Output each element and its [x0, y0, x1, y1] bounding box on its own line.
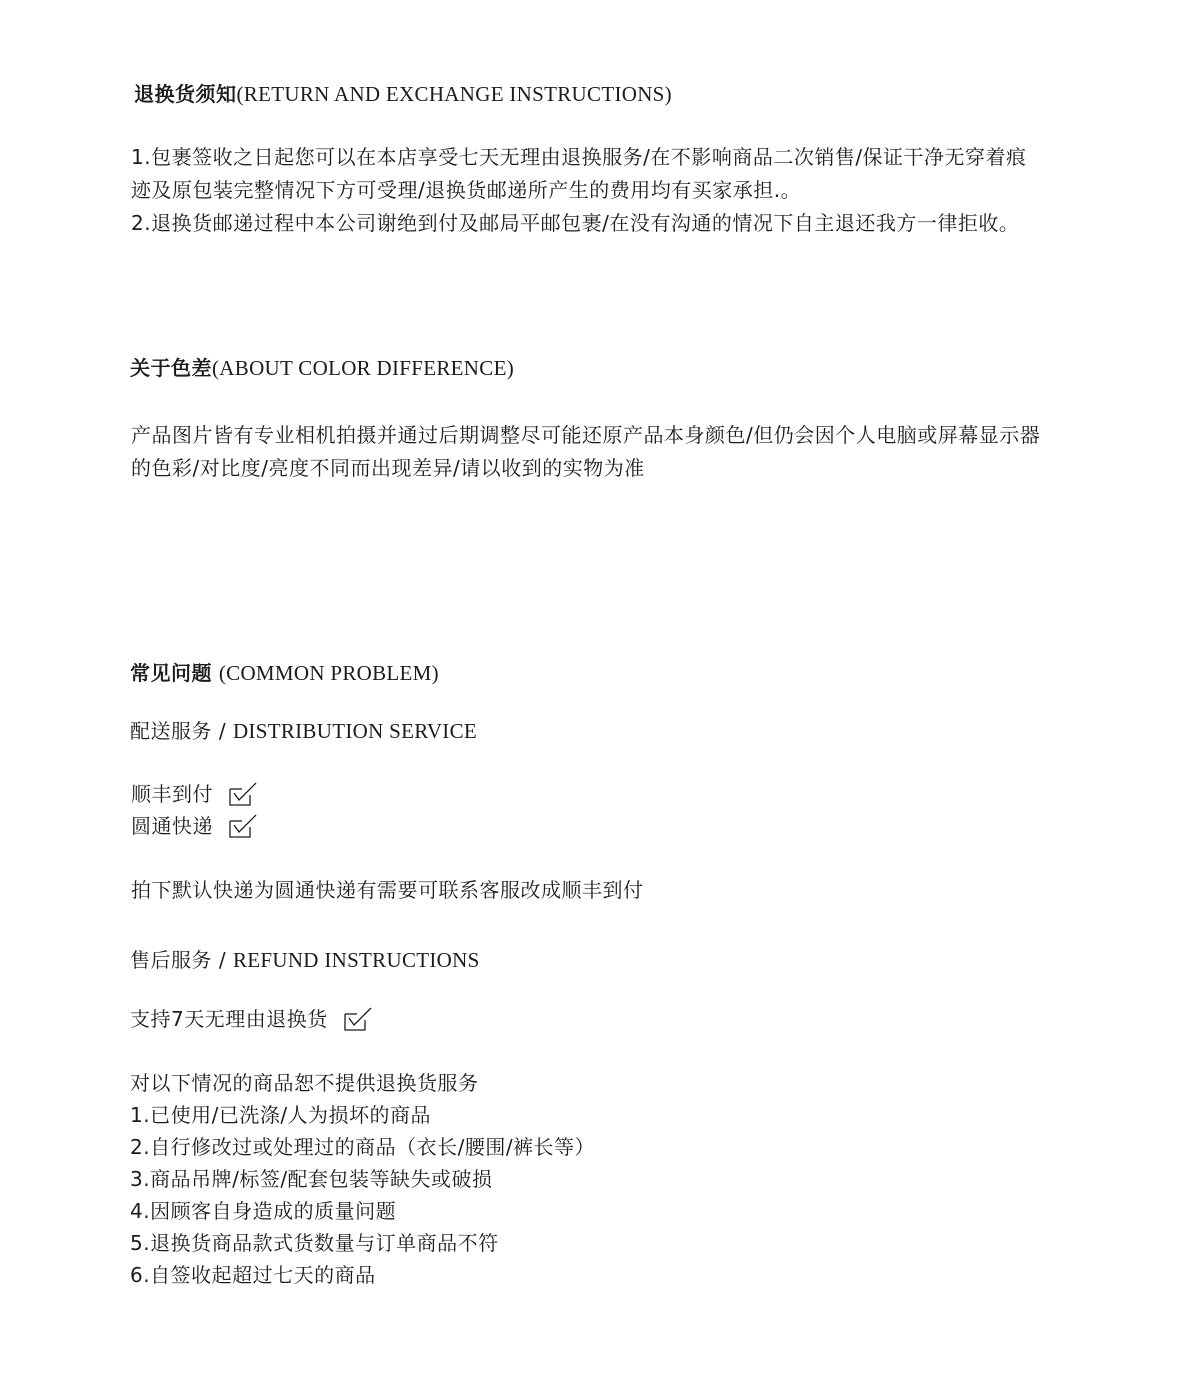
refund-item: 6.自签收起超过七天的商品	[130, 1263, 376, 1287]
problem-title-en: (COMMON PROBLEM)	[218, 661, 439, 685]
distribution-option-label: 圆通快递	[131, 814, 213, 838]
refund-item: 5.退换货商品款式货数量与订单商品不符	[130, 1231, 499, 1255]
return-title-cn: 退换货须知	[134, 82, 237, 106]
color-line-1: 产品图片皆有专业相机拍摄并通过后期调整尽可能还原产品本身颜色/但仍会因个人电脑或屏幕显示器	[131, 423, 1041, 447]
return-title-en: (RETURN AND EXCHANGE INSTRUCTIONS)	[236, 82, 672, 106]
distribution-option	[131, 810, 260, 842]
distribution-heading-en: DISTRIBUTION SERVICE	[232, 719, 478, 743]
distribution-option-label: 顺丰到付	[131, 782, 213, 806]
return-title	[134, 78, 672, 110]
color-title-en: (ABOUT COLOR DIFFERENCE)	[212, 356, 514, 380]
distribution-heading-cn: 配送服务 /	[130, 719, 233, 743]
return-paragraph-1-line-1: 1.包裹签收之日起您可以在本店享受七天无理由退换服务/在不影响商品二次销售/保证干净无穿着痕	[131, 145, 1027, 169]
color-title	[130, 352, 514, 384]
refund-heading-en: REFUND INSTRUCTIONS	[232, 948, 480, 972]
refund-heading	[130, 944, 480, 976]
checkmark-box-icon	[228, 813, 260, 839]
refund-support-label: 支持7天无理由退换货	[130, 1007, 328, 1031]
distribution-heading	[130, 715, 477, 747]
problem-title	[130, 657, 439, 689]
refund-item: 3.商品吊牌/标签/配套包装等缺失或破损	[130, 1167, 493, 1191]
refund-support	[130, 1003, 375, 1035]
refund-item: 2.自行修改过或处理过的商品（衣长/腰围/裤长等）	[130, 1135, 596, 1159]
distribution-note: 拍下默认快递为圆通快递有需要可联系客服改成顺丰到付	[131, 878, 644, 902]
color-title-cn: 关于色差	[130, 356, 212, 380]
refund-intro: 对以下情况的商品恕不提供退换货服务	[130, 1071, 479, 1095]
problem-title-cn: 常见问题	[130, 661, 212, 685]
refund-item: 4.因顾客自身造成的质量问题	[130, 1199, 397, 1223]
refund-heading-cn: 售后服务 /	[130, 948, 233, 972]
color-line-2: 的色彩/对比度/亮度不同而出现差异/请以收到的实物为准	[131, 456, 645, 480]
refund-item: 1.已使用/已洗涤/人为损坏的商品	[130, 1103, 432, 1127]
return-paragraph-1-line-2: 迹及原包装完整情况下方可受理/退换货邮递所产生的费用均有买家承担.。	[131, 178, 802, 202]
checkmark-box-icon	[343, 1006, 375, 1032]
return-paragraph-2: 2.退换货邮递过程中本公司谢绝到付及邮局平邮包裹/在没有沟通的情况下自主退还我方一律拒收。	[131, 211, 1020, 235]
distribution-option	[131, 778, 260, 810]
checkmark-box-icon	[228, 781, 260, 807]
